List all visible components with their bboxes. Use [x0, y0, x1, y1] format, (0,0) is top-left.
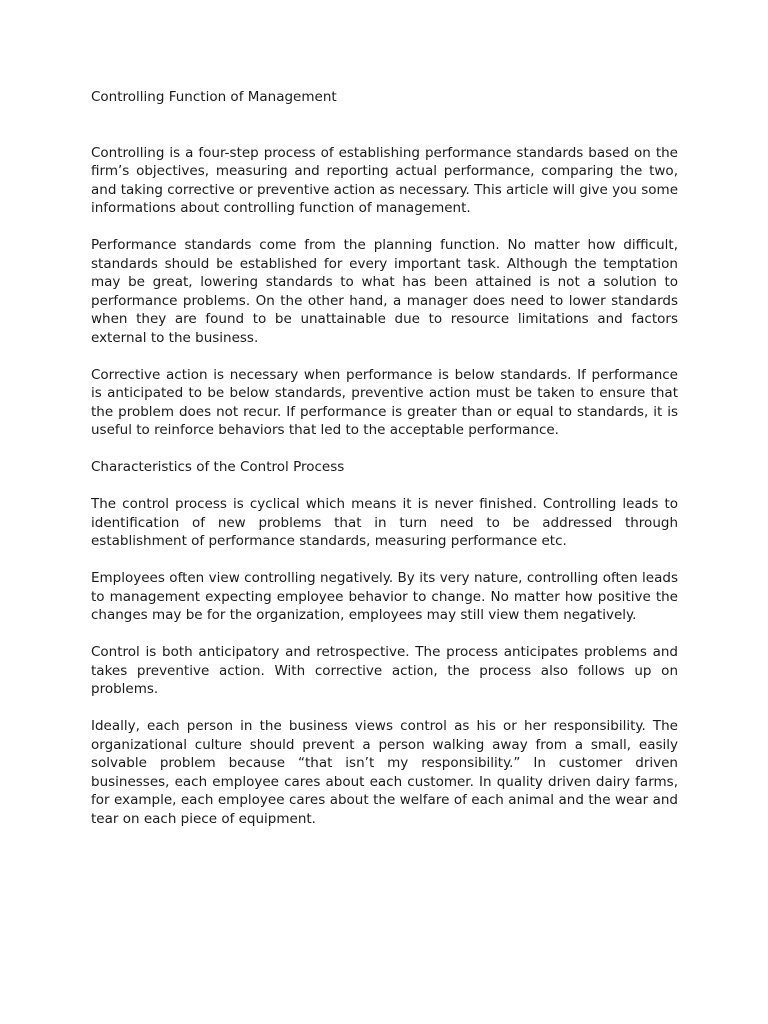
- section-paragraph-3: Control is both anticipatory and retrospective. The process anticipates problems and takes preventive action. With corrective action, the process also follows up on problems.: [91, 644, 678, 697]
- document-title: Controlling Function of Management: [91, 89, 337, 105]
- spacer: [91, 107, 678, 144]
- spacer: [91, 477, 678, 496]
- spacer: [91, 347, 678, 366]
- spacer: [91, 625, 678, 644]
- spacer: [91, 699, 678, 718]
- section-paragraph-4: Ideally, each person in the business views control as his or her responsibility. The organizational culture should prevent a person walking away from a small, easily solvable problem because “that isn’t my responsibility.” In customer driven businesses, each employee cares about each customer. In quality driven dairy farms, for example, each employee cares about the welfare of each animal and the wear and tear on each piece of equipment.: [91, 718, 678, 827]
- spacer: [91, 440, 678, 459]
- intro-paragraph-3: Corrective action is necessary when performance is below standards. If performance is anticipated to be below standards, preventive action must be taken to ensure that the problem does not recur. If performance is greater than or equal to standards, it is useful to reinforce behaviors that led to the acceptable performance.: [91, 366, 678, 438]
- section-paragraph-1: The control process is cyclical which means it is never finished. Controlling leads to identification of new problems that in turn need to be addressed through establishment of performance standards, measuring performance etc.: [91, 496, 678, 549]
- document-page: [91, 88, 678, 828]
- section-paragraph-2: Employees often view controlling negatively. By its very nature, controlling often leads to management expecting employee behavior to change. No matter how positive the changes may be for the organization, employees may still view them negatively.: [91, 570, 678, 623]
- intro-paragraph-2: Performance standards come from the planning function. No matter how difficult, standards should be established for every important task. Although the temptation may be great, lowering standards to what has been attained is not a solution to performance problems. On the other hand, a manager does need to lower standards when they are found to be unattainable due to resource limitations and factors external to the business.: [91, 237, 678, 346]
- spacer: [91, 218, 678, 237]
- intro-paragraph-1: Controlling is a four-step process of establishing performance standards based on the firm’s objectives, measuring and reporting actual performance, comparing the two, and taking corrective or preventive action as necessary. This article will give you some informations about controlling function of management.: [91, 144, 678, 216]
- spacer: [91, 551, 678, 570]
- section-heading: Characteristics of the Control Process: [91, 459, 345, 475]
